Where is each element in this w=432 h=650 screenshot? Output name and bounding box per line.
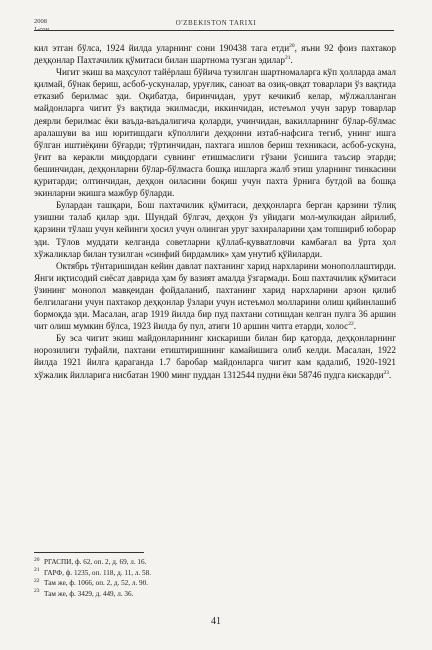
footnote-text: ГАРФ, ф. 1235, оп. 118, д. 11, л. 58.: [44, 568, 151, 577]
paragraph-text: Бу эса чигит экиш майдонларининг кискариши билан бир қаторда, деҳқонларнинг норозилиги туфайли, пахтани етиштиришнинг камайишига олиб келди. Масалан, 1922 йилда 1921 йилга қараганда 1.7 баробар майдонларга чигит кам қадалиб, 1920-1921 хўжалик йилларига нисбатан 1900 минг пуддан 1312544 пудни ёки 58746 пудга кискарди: [34, 333, 396, 380]
footnote-text: Там же, ф. 1066, оп. 2, д. 52, л. 90.: [44, 579, 149, 588]
footnote-21: 21 ГАРФ, ф. 1235, оп. 118, д. 11, л. 58.: [34, 567, 151, 577]
footnote-ref: 20: [289, 42, 295, 49]
paragraph-3: [34, 199, 396, 259]
header-year: 2008: [34, 18, 47, 25]
paragraph-text-end: .: [389, 369, 392, 380]
paragraph-text: Булардан ташқари, Бош пахтачилик қўмитаси, деҳқонларга берган қарзини тўлиқ узишни талаб қилар эди. Шундай бўлгач, деҳқон ўз уйидаги мол-мулкидан айрилиб, қарзини тўлаш учун кейинги ҳосил учун олинган уруг захираларини ҳам топшириб юборар эди. Тўлов муддати келганда советларни қўллаб-қувватловчи камбағал ва ўрта ҳол хўжаликлар билан тузилган «синфий бирдамлик» ҳам унутиб қўйиларди.: [34, 200, 396, 259]
paragraph-1: [34, 42, 396, 66]
header-rule: [34, 30, 394, 31]
paragraph-5: [34, 332, 396, 380]
footnote-20: 20 РГАСПИ, ф. 62, оп. 2, д. 69, л. 16.: [34, 556, 147, 566]
footnote-ref: 22: [348, 321, 354, 328]
page-number: 41: [211, 616, 221, 627]
paragraph-text-end: .: [290, 55, 293, 66]
body-text: [34, 42, 396, 381]
header-issue: 1-сон: [34, 26, 50, 33]
footnote-ref: 23: [383, 369, 389, 376]
footnote-text: Там же, ф. 3429, д. 449, л. 36.: [44, 589, 134, 598]
paragraph-text-cont: , яъни 92 фоиз пахтакор деҳқонлар Пахтачилик қўмитаси билан шартнома тузган эдилар: [34, 43, 396, 66]
footnote-text: РГАСПИ, ф. 62, оп. 2, д. 69, л. 16.: [44, 558, 147, 566]
footnote-ref: 21: [284, 55, 291, 62]
footnote-22: 22 Там же, ф. 1066, оп. 2, д. 52, л. 90.: [34, 577, 149, 588]
paragraph-text: Октябрь тўнтаришидан кейин давлат пахтанинг харид нархларини монополлаштирди. Янги иқтисодий сиёсат даврида ҳам бу вазият амалда ўзгармади. Бош пахтачилик қўмитаси ўзининг монопол мавқеидан фойдаланиб, пахтанинг харид нархларини арзон қилиб белгилагани учун пахтакор деҳқонлар ўзлари учун истеъмол молларини олиш қийинлашиб бормоқда эди. Масалан, агар 1919 йилда бир пуд пахтани сотишдан келган пулга 36 аршин чит олиш мумкин бўлса, 1923 йилда бу пул, атиги 10 аршин читга етарди, холос: [34, 260, 396, 332]
footnotes: [34, 557, 394, 599]
footnote-rule: [34, 552, 144, 553]
paragraph-2: [34, 66, 396, 199]
paragraph-text-end: .: [353, 321, 356, 332]
paragraph-text: Чигит экиш ва маҳсулот тайёрлаш бўйича тузилган шартномаларга кўп ҳолларда амал қилмай, бўнак бериш, асбоб-ускуналар, уруғлик, саноат ва озиқ-овқат товарлари ўз вақтида етказиб берилмас эди. Оқибатда, биринчидан, урут кечикиб келар, мўлжалланган майдонларга чигит ўз вақтида экилмасди, иккинчидан, истеъмол учун зарур товарлар деярли берилмас ёки ваъда-ваъдалигича қоларди, учинчидан, вакилларнинг бўлар-бўлмас аралашуви ва иш юритишдаги кўполлиги деҳқонни изтаб-нафсига тегиб, унинг ишга бўлган иштиёқини бўғарди; тўртинчидан, пахтага ишлов бериш техникаси, асбоб-ускуна, ўғит ва керакли миқдордаги сувнинг етишмаслиги гўзани ўсишига таъсир этарди; бешинчидан, деҳқонларни бўлар-бўлмасга бошқа ишларга жалб этиш уларнинг тинкасини қуритарди; олтинчидан, деҳқон оиласини боқиш учун пахта ўрнига бутдой ва бошқа экинларни экишга мажбур бўларди.: [34, 67, 396, 199]
running-header-title: O'ZBEKISTON TARIXI: [175, 19, 257, 27]
paragraph-text: кил этган бўлса, 1924 йилда уларнинг сони 190438 тага етди: [34, 43, 290, 53]
paragraph-4: [34, 260, 396, 333]
footnote-23: 23 Там же, ф. 3429, д. 449, л. 36.: [34, 588, 134, 598]
